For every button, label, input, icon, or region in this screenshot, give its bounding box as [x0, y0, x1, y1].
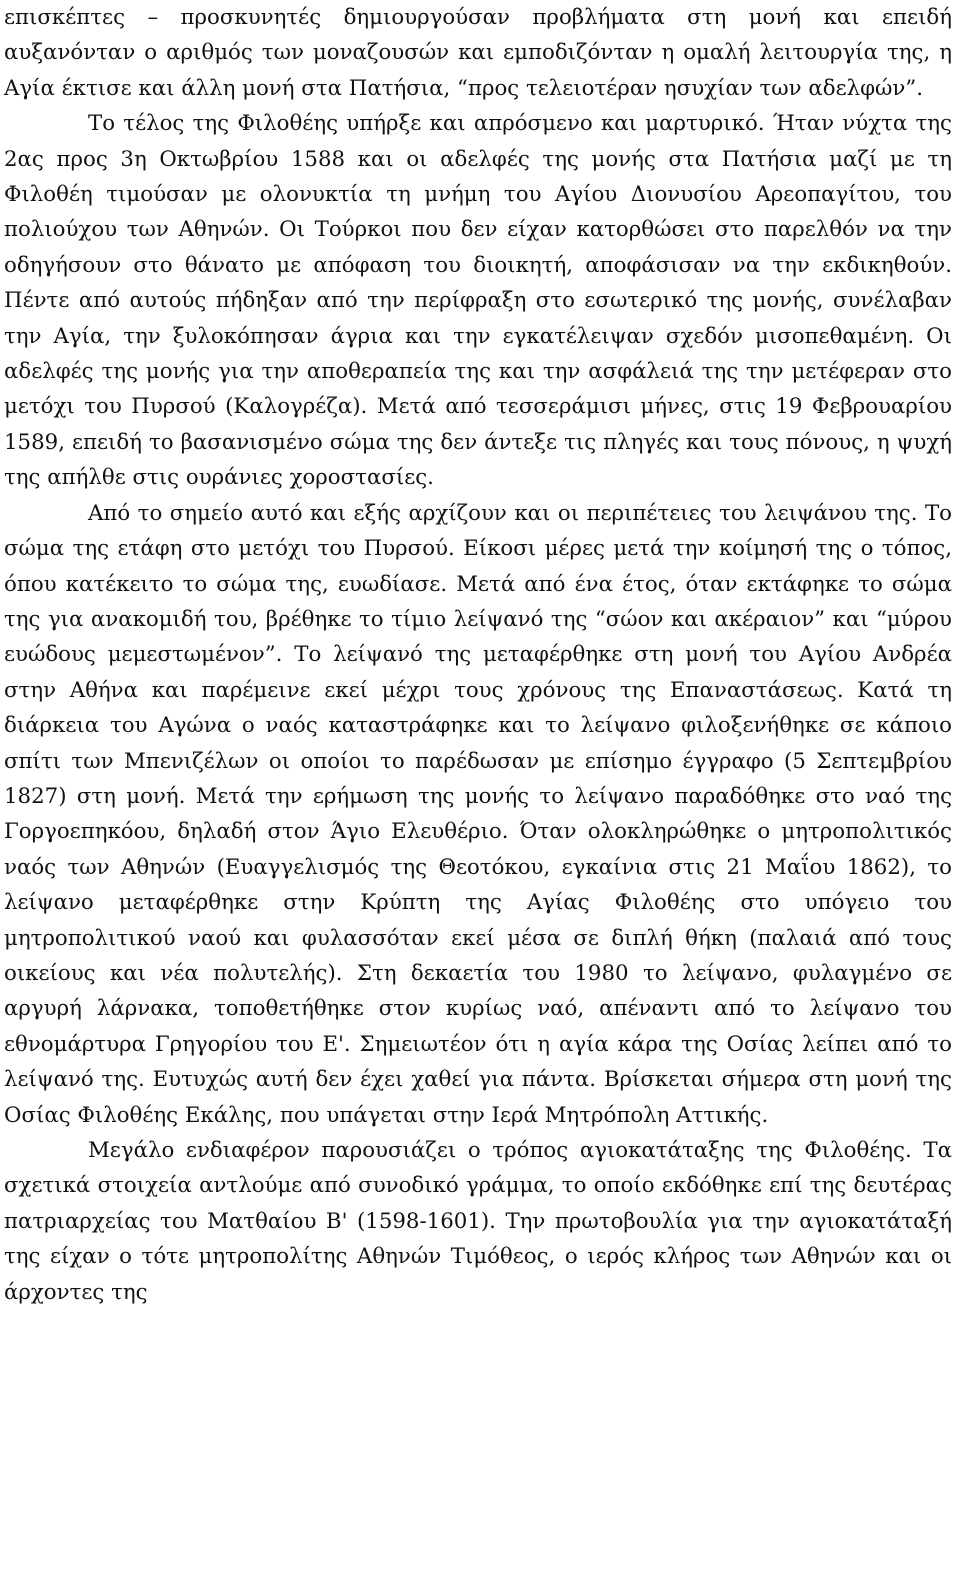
paragraph-4: Μεγάλο ενδιαφέρον παρουσιάζει ο τρόπος αγιοκατάταξης της Φιλοθέης. Τα σχετικά στοιχεία αντλούμε από συνοδικό γράμμα, το οποίο εκδόθηκε επί της δευτέρας πατριαρχείας του Ματθαίου Β' (1598-1601). Την πρωτοβουλία για την αγιοκατάταξή της είχαν ο τότε μητροπολίτης Αθηνών Τιμόθεος, ο ιερός κλήρος των Αθηνών και οι άρχοντες της — [4, 1138, 952, 1305]
paragraph-2: Το τέλος της Φιλοθέης υπήρξε και απρόσμενο και μαρτυρικό. Ήταν νύχτα της 2ας προς 3η Οκτωβρίου 1588 και οι αδελφές της μονής στα Πατήσια μαζί με τη Φιλοθέη τιμούσαν με ολονυκτία τη μνήμη του Αγίου Διονυσίου Αρεοπαγίτου, του πολιούχου των Αθηνών. Οι Τούρκοι που δεν είχαν κατορθώσει στο παρελθόν να την οδηγήσουν στο θάνατο με απόφαση του διοικητή, αποφάσισαν να την εκδικηθούν. Πέντε από αυτούς πήδηξαν από την περίφραξη στο εσωτερικό της μονής, συνέλαβαν την Αγία, την ξυλοκόπησαν άγρια και την εγκατέλειψαν σχεδόν μισοπεθαμένη. Οι αδελφές της μονής για την αποθεραπεία της και την ασφάλειά της την μετέφεραν στο μετόχι του Πυρσού (Καλογρέζα). Μετά από τεσσεράμισι μήνες, στις 19 Φεβρουαρίου 1589, επειδή το βασανισμένο σώμα της δεν άντεξε τις πληγές και τους πόνους, η ψυχή της απήλθε στις ουράνιες χοροστασίες. — [4, 111, 952, 491]
paragraph-1: επισκέπτες – προσκυνητές δημιουργούσαν προβλήματα στη μονή και επειδή αυξανόνταν ο αριθμός των μοναζουσών και εμποδιζόνταν η ομαλή λειτουργία της, η Αγία έκτισε και άλλη μονή στα Πατήσια, “προς τελειοτέραν ησυχίαν των αδελφών”. — [4, 5, 952, 101]
paragraph-3: Από το σημείο αυτό και εξής αρχίζουν και οι περιπέτειες του λειψάνου της. Το σώμα της ετάφη στο μετόχι του Πυρσού. Είκοσι μέρες μετά την κοίμησή της ο τόπος, όπου κατέκειτο το σώμα της, ευωδίασε. Μετά από ένα έτος, όταν εκτάφηκε το σώμα της για ανακομιδή του, βρέθηκε το τίμιο λείψανό της “σώον και ακέραιον” και “μύρου ευώδους μεμεστωμένον”. Το λείψανό της μεταφέρθηκε στη μονή του Αγίου Ανδρέα στην Αθήνα και παρέμεινε εκεί μέχρι τους χρόνους της Επαναστάσεως. Κατά τη διάρκεια του Αγώνα ο ναός καταστράφηκε και το λείψανο φιλοξενήθηκε σε κάποιο σπίτι των Μπενιζέλων οι οποίοι το παρέδωσαν με επίσημο έγγραφο (5 Σεπτεμβρίου 1827) στη μονή. Μετά την ερήμωση της μονής το λείψανο παραδόθηκε στο ναό της Γοργοεπηκόου, δηλαδή στον Άγιο Ελευθέριο. Όταν ολοκληρώθηκε ο μητροπολιτικός ναός των Αθηνών (Ευαγγελισμός της Θεοτόκου, εγκαίνια στις 21 Μαΐου 1862), το λείψανο μεταφέρθηκε στην Κρύπτη της Αγίας Φιλοθέης στο υπόγειο του μητροπολιτικού ναού και φυλασσόταν εκεί μέσα σε διπλή θήκη (παλαιά από τους οικείους και νέα πολυτελής). Στη δεκαετία του 1980 το λείψανο, φυλαγμένο σε αργυρή λάρνακα, τοποθετήθηκε στον κυρίως ναό, απέναντι από το λείψανο του εθνομάρτυρα Γρηγορίου του Ε'. Σημειωτέον ότι η αγία κάρα της Οσίας λείπει από το λείψανό της. Ευτυχώς αυτή δεν έχει χαθεί για πάντα. Βρίσκεται σήμερα στη μονή της Οσίας Φιλοθέης Εκάλης, που υπάγεται στην Ιερά Μητρόπολη Αττικής. — [4, 500, 952, 1128]
